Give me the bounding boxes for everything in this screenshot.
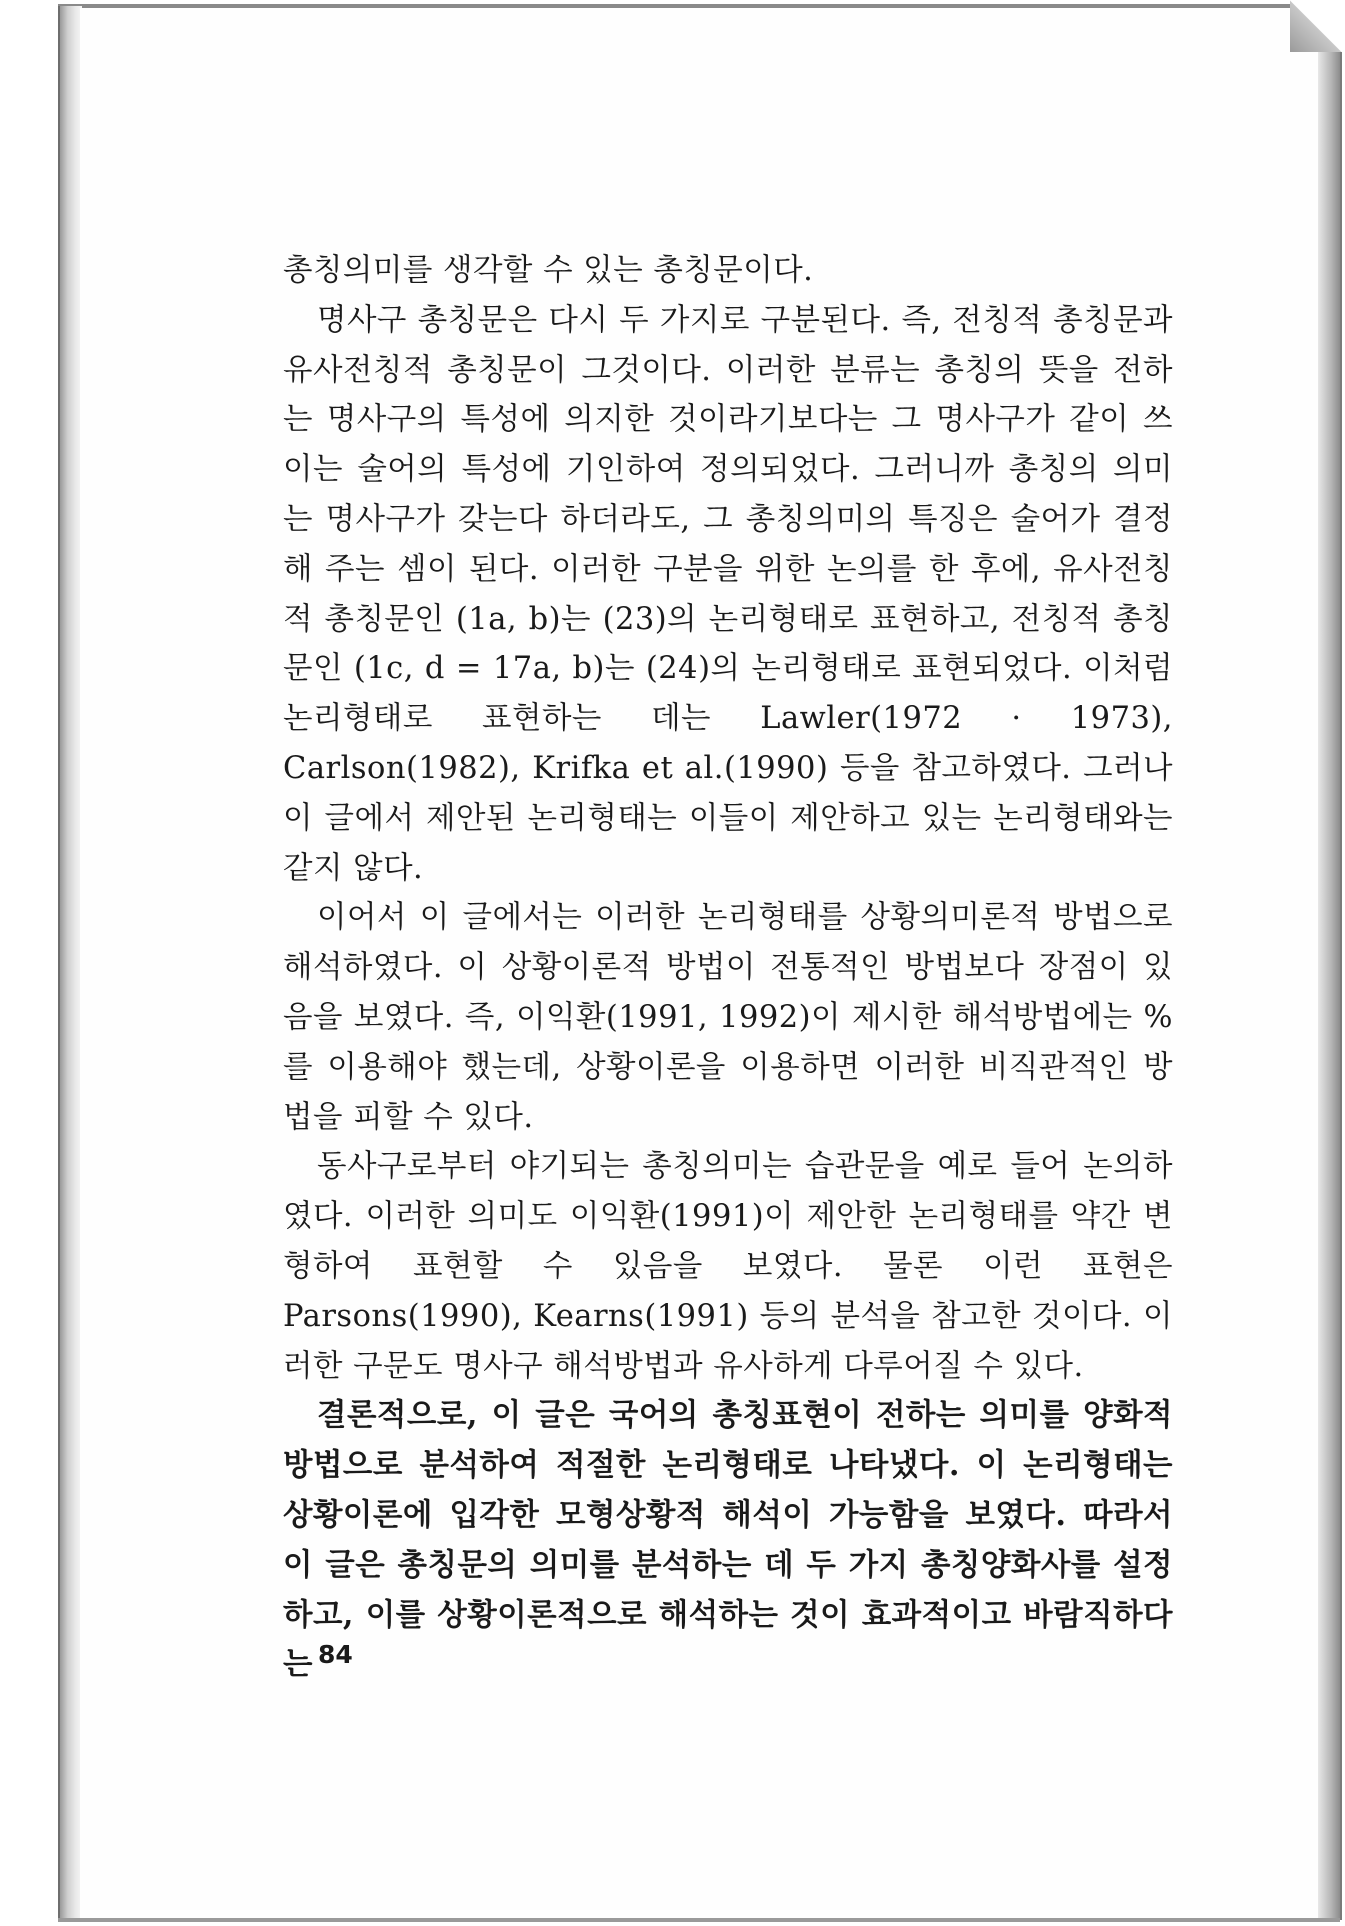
paragraph-conclusion: 결론적으로, 이 글은 국어의 총칭표현이 전하는 의미를 양화적 방법으로 분석하여 적절한 논리형태로 나타냈다. 이 논리형태는 상황이론에 입각한 모형상황적 해석이 가능함을 보였다. 따라서 이 글은 총칭문의 의미를 분석하는 데 두 가지 총칭양화사를 설정하고, 이를 상황이론적으로 해석하는 것이 효과적이고 바람직하다는 (283, 1397, 1174, 1683)
paragraph-continuation: 총칭의미를 생각할 수 있는 총칭문이다. (283, 253, 814, 288)
page-number: 84 (318, 1640, 353, 1669)
page-edge-right (1318, 6, 1342, 1920)
page-edge-left (58, 6, 82, 1920)
paragraph-habitual-sentences: 동사구로부터 야기되는 총칭의미는 습관문을 예로 들어 논의하였다. 이러한 의미도 이익환(1991)이 제안한 논리형태를 약간 변형하여 표현할 수 있음을 보였다. 물론 이런 표현은 Parsons(1990), Kearns(1991) 등의 분석을 참고한 것이다. 이러한 구문도 명사구 해석방법과 유사하게 다루어질 수 있다. (283, 1149, 1173, 1384)
paragraph-noun-phrase-generics: 명사구 총칭문은 다시 두 가지로 구분된다. 즉, 전칭적 총칭문과 유사전칭적 총칭문이 그것이다. 이러한 분류는 총칭의 뜻을 전하는 명사구의 특성에 의지한 것이라기보다는 그 명사구가 같이 쓰이는 술어의 특성에 기인하여 정의되었다. 그러니까 총칭의 의미는 명사구가 갖는다 하더라도, 그 총칭의미의 특징은 술어가 결정해 주는 셈이 된다. 이러한 구분을 위한 논의를 한 후에, 유사전칭적 총칭문인 (1a, b)는 (23)의 논리형태로 표현하고, 전칭적 총칭문인 (1c, d = 17a, b)는 (24)의 논리형태로 표현되었다. 이처럼 논리형태로 표현하는 데는 Lawler(1972 · 1973), Carlson(1982), Krifka et al.(1990) 등을 참고하였다. 그러나 이 글에서 제안된 논리형태는 이들이 제안하고 있는 논리형태와는 같지 않다. (283, 302, 1173, 886)
page-edge-bottom (58, 1918, 1340, 1922)
body-text (283, 246, 1173, 1690)
paragraph-situation-semantics: 이어서 이 글에서는 이러한 논리형태를 상황의미론적 방법으로 해석하였다. 이 상황이론적 방법이 전통적인 방법보다 장점이 있음을 보였다. 즉, 이익환(1991, 1992)이 제시한 해석방법에는 %를 이용해야 했는데, 상황이론을 이용하면 이러한 비직관적인 방법을 피할 수 있다. (283, 900, 1173, 1135)
page-corner-curl (1290, 0, 1342, 52)
